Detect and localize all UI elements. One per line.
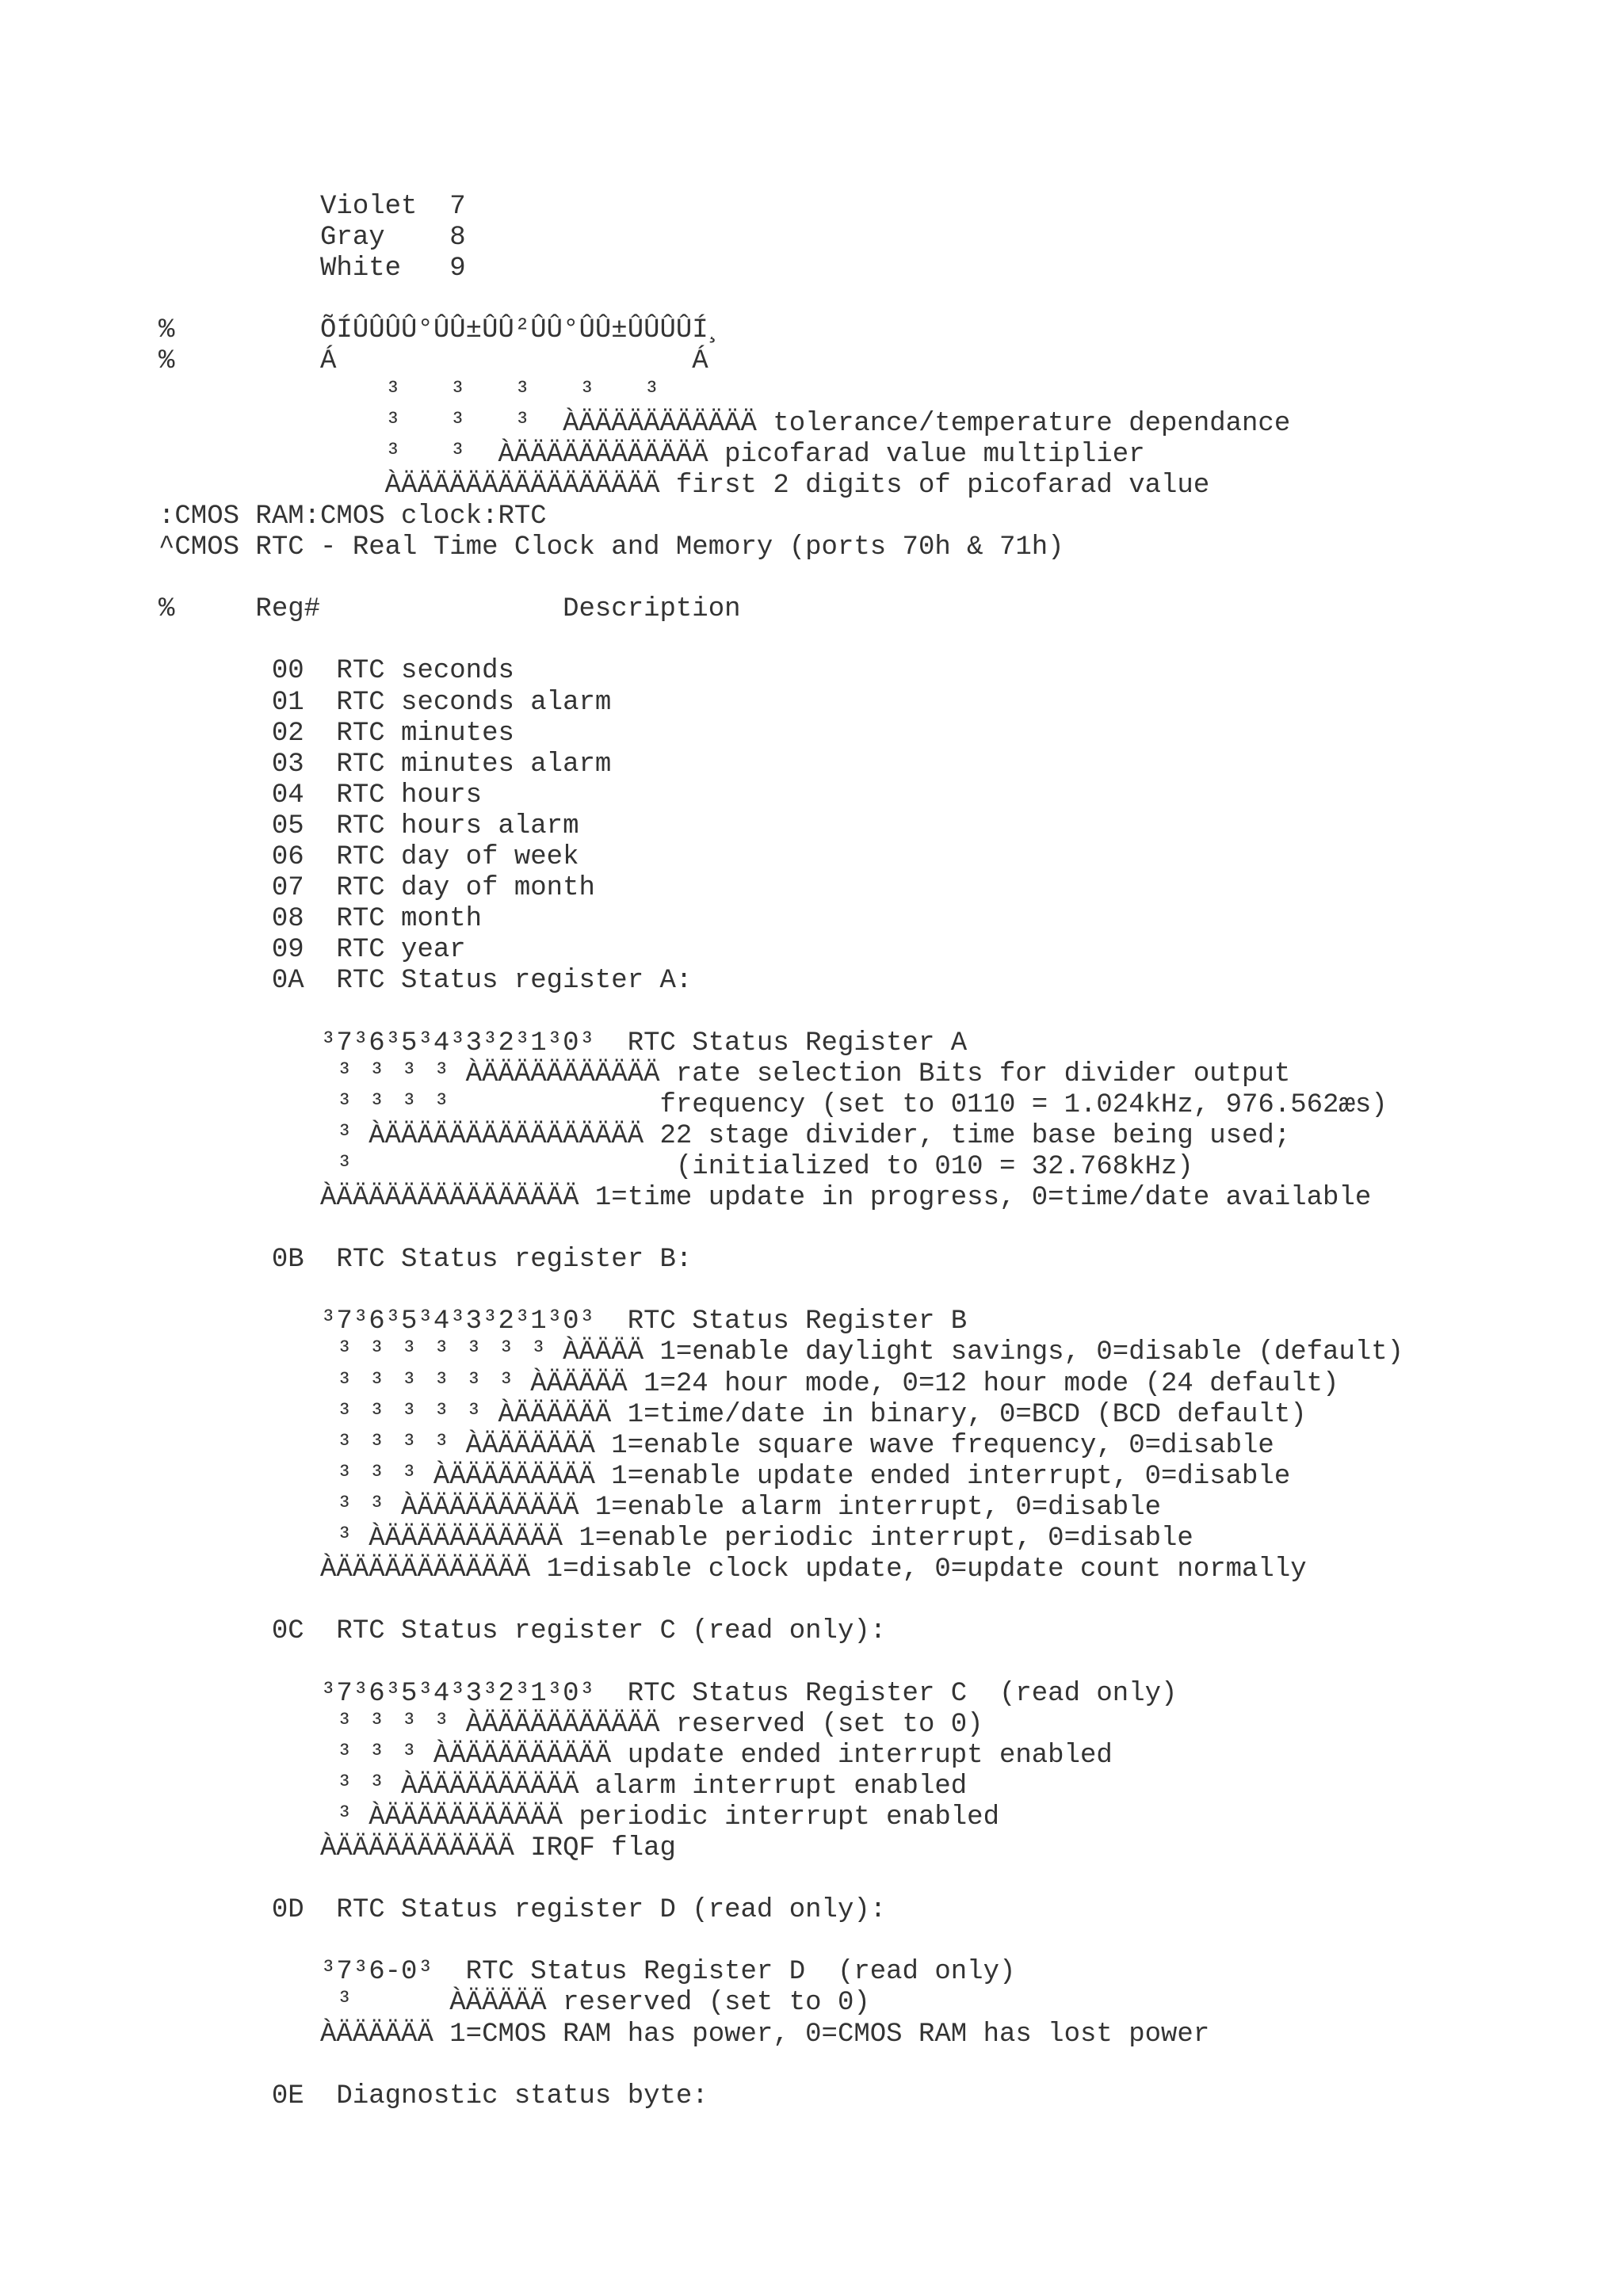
document-line: ³ ³ ³ ³ ³ ÀÄÄÄÄÄÄ 1=time/date in binary, 0=BCD (BCD default) [158,1399,1307,1430]
document-line [158,1585,1403,1616]
document-line: 0D RTC Status register D (read only): [158,1895,887,1926]
document-line: ³ (initialized to 010 = 32.768kHz) [158,1151,1193,1182]
document-text-body [158,192,1403,2112]
document-line [158,284,1403,315]
document-line: ³ ÀÄÄÄÄÄÄÄÄÄÄÄ periodic interrupt enabled [158,1802,999,1833]
document-line: 08 RTC month [158,904,483,935]
document-line: Violet 7 [158,192,466,222]
document-line: ³ ÀÄÄÄÄÄÄÄÄÄÄÄÄÄÄÄÄ 22 stage divider, time base being used; [158,1120,1291,1151]
document-line [158,625,1403,656]
document-line: ÀÄÄÄÄÄÄÄÄÄÄÄ IRQF flag [158,1833,676,1863]
document-line: ^CMOS RTC - Real Time Clock and Memory (ports 70h & 71h) [158,532,1064,563]
document-line: ³ ³ ³ ÀÄÄÄÄÄÄÄÄÄÄÄ tolerance/temperature dependance [158,408,1291,439]
document-line: ÀÄÄÄÄÄÄ 1=CMOS RAM has power, 0=CMOS RAM has lost power [158,2019,1210,2050]
document-line: 00 RTC seconds [158,656,514,687]
document-line: ³ ÀÄÄÄÄÄ reserved (set to 0) [158,1988,870,2019]
document-line: ³ ³ ³ ³ ³ ³ ÀÄÄÄÄÄ 1=24 hour mode, 0=12 hour mode (24 default) [158,1368,1339,1399]
document-line: % Reg# Description [158,594,741,625]
document-line: ³ ³ ³ ³ ÀÄÄÄÄÄÄÄÄÄÄÄ reserved (set to 0) [158,1709,983,1740]
document-line: ÀÄÄÄÄÄÄÄÄÄÄÄÄÄÄÄÄ first 2 digits of picofarad value [158,470,1210,501]
document-line [158,1864,1403,1895]
document-line [158,2050,1403,2081]
document-line: 04 RTC hours [158,780,483,810]
document-line: 0B RTC Status register B: [158,1245,693,1276]
document-line: % ÕÍÛÛÛÛ°ÛÛ±ÛÛ²ÛÛ°ÛÛ±ÛÛÛÛÍ¸ [158,315,725,346]
document-line: 0C RTC Status register C (read only): [158,1616,887,1647]
document-line: Gray 8 [158,223,466,254]
document-line: ³7³6-0³ RTC Status Register D (read only) [158,1957,1016,1988]
document-line: 07 RTC day of month [158,873,595,904]
document-line: ³ ³ ³ ³ frequency (set to 0110 = 1.024kHz, 976.562æs) [158,1089,1388,1120]
document-line: 06 RTC day of week [158,841,579,872]
document-line: 03 RTC minutes alarm [158,749,612,780]
document-line: ³ ³ ³ ³ ÀÄÄÄÄÄÄÄ 1=enable square wave frequency, 0=disable [158,1430,1274,1461]
document-line: ³ ³ ³ ³ ÀÄÄÄÄÄÄÄÄÄÄÄ rate selection Bits for divider output [158,1058,1291,1089]
document-line: 0A RTC Status register A: [158,966,693,997]
document-line [158,1214,1403,1245]
document-line: 0E Diagnostic status byte: [158,2081,708,2111]
document-line: % Á Á [158,346,708,377]
document-line: ³ ³ ³ ³ ³ [158,377,660,408]
document-line: ÀÄÄÄÄÄÄÄÄÄÄÄÄ 1=disable clock update, 0=update count normally [158,1554,1307,1585]
document-line [158,1647,1403,1678]
document-line: ³ ³ ÀÄÄÄÄÄÄÄÄÄÄÄÄ picofarad value multiplier [158,439,1145,470]
document-line: ³7³6³5³4³3³2³1³0³ RTC Status Register C (read only) [158,1678,1178,1709]
document-line: ³ ÀÄÄÄÄÄÄÄÄÄÄÄ 1=enable periodic interrupt, 0=disable [158,1524,1193,1554]
document-line [158,1926,1403,1957]
document-line: ³ ³ ³ ÀÄÄÄÄÄÄÄÄÄ 1=enable update ended interrupt, 0=disable [158,1461,1291,1492]
document-line [158,1276,1403,1306]
document-line: ³ ³ ÀÄÄÄÄÄÄÄÄÄÄ 1=enable alarm interrupt, 0=disable [158,1492,1162,1523]
document-line: White 9 [158,254,466,284]
document-line: 09 RTC year [158,935,466,966]
document-line: ³ ³ ³ ÀÄÄÄÄÄÄÄÄÄÄ update ended interrupt enabled [158,1740,1113,1771]
document-line: ³ ³ ÀÄÄÄÄÄÄÄÄÄÄ alarm interrupt enabled [158,1771,968,1802]
document-line: 01 RTC seconds alarm [158,687,612,718]
document-line: ³ ³ ³ ³ ³ ³ ³ ÀÄÄÄÄ 1=enable daylight savings, 0=disable (default) [158,1337,1404,1368]
document-line: ÀÄÄÄÄÄÄÄÄÄÄÄÄÄÄÄ 1=time update in progress, 0=time/date available [158,1183,1372,1213]
document-line: ³7³6³5³4³3³2³1³0³ RTC Status Register A [158,1028,968,1058]
document-line: ³7³6³5³4³3³2³1³0³ RTC Status Register B [158,1306,968,1337]
document-line [158,997,1403,1028]
document-line: :CMOS RAM:CMOS clock:RTC [158,501,547,532]
document-line [158,563,1403,594]
document-line: 02 RTC minutes [158,718,514,749]
document-line: 05 RTC hours alarm [158,810,579,841]
